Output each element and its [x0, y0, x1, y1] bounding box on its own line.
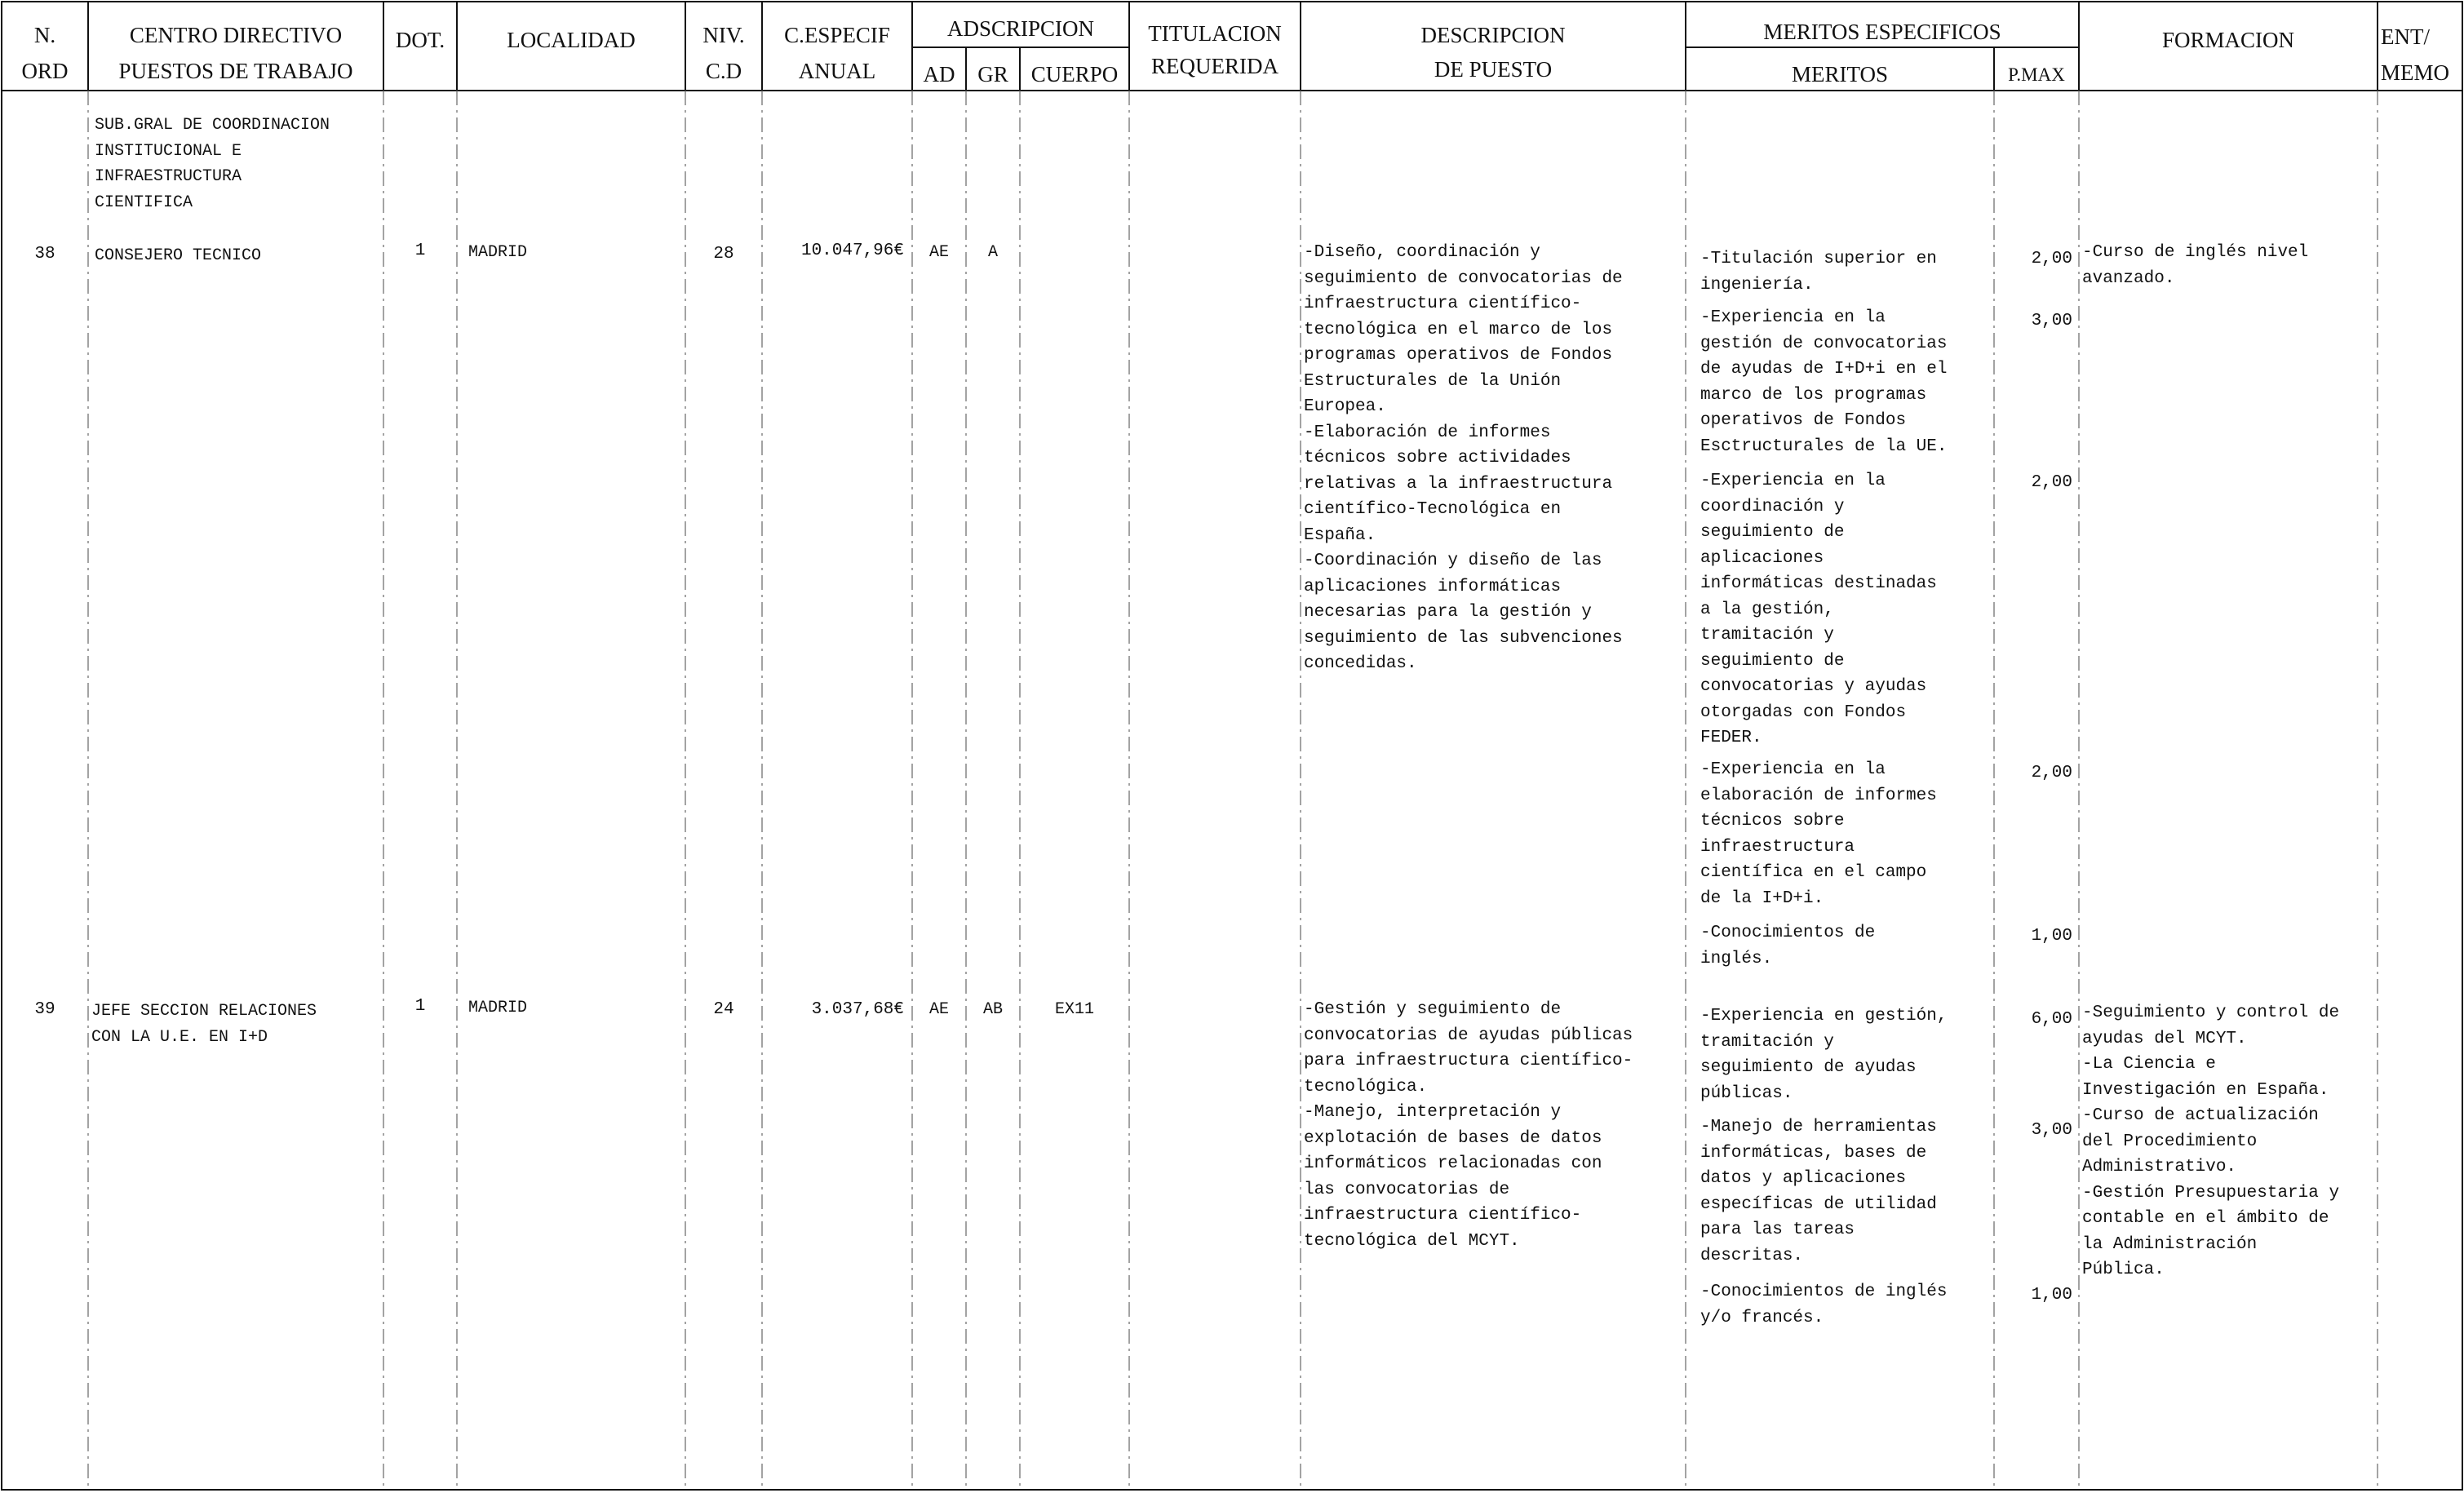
- row-39-nord: 39: [34, 1000, 55, 1019]
- row-38-pmax-1: 2,00: [2031, 250, 2072, 268]
- row-38-dot: 1: [414, 241, 426, 260]
- row-38-merito-1: -Titulación superior en ingeniería.: [1700, 250, 1937, 295]
- row-39-cespecif: 3.037,68€: [811, 1000, 904, 1019]
- header-nord-1: N.: [33, 23, 56, 47]
- header-gr: GR: [977, 62, 1008, 86]
- row-38-merito-4: -Experiencia en la elaboración de informes técnicos sobre infraestructura científica en el campo de la I+D+i.: [1700, 760, 1937, 908]
- header-centro-directivo: CENTRO DIRECTIVO: [129, 23, 343, 47]
- row-39-pmax-2: 3,00: [2031, 1121, 2072, 1140]
- row-38-pmax-2: 3,00: [2031, 312, 2072, 330]
- row-39-dot: 1: [414, 997, 426, 1016]
- row-38-merito-2: -Experiencia en la gestión de convocatorias de ayudas de I+D+i en el marco de los programas operativos de Fondos Esctructurales de la UE.: [1700, 308, 1948, 456]
- header-memo-2: MEMO: [2381, 60, 2450, 85]
- row-39-niv: 24: [713, 1000, 734, 1019]
- row-38-gr: A: [987, 243, 998, 262]
- row-38-ad: AE: [928, 243, 949, 262]
- header-cuerpo: CUERPO: [1030, 62, 1119, 86]
- header-meritos: MERITOS: [1791, 62, 1889, 86]
- row-39-merito-2: -Manejo de herramientas informáticas, bases de datos y aplicaciones específicas de utilidad para las tareas descritas.: [1700, 1118, 1937, 1265]
- row-38-merito-3: -Experiencia en la coordinación y seguimiento de aplicaciones informáticas destinadas a la gestión, tramitación y seguimiento de convocatorias y ayudas otorgadas con Fondos FEDER.: [1700, 472, 1937, 747]
- header-cespecif-2: ANUAL: [798, 59, 876, 83]
- header-ad: AD: [923, 62, 955, 86]
- row-38-cespecif: 10.047,96€: [800, 241, 904, 260]
- header-localidad: LOCALIDAD: [507, 28, 636, 52]
- header-titulacion-2: REQUERIDA: [1151, 54, 1279, 78]
- header-ent-1: ENT/: [2381, 24, 2430, 49]
- row-38-pmax-5: 1,00: [2031, 927, 2072, 946]
- header-puestos-de-trabajo: PUESTOS DE TRABAJO: [118, 59, 353, 83]
- header-niv-2: C.D: [705, 59, 742, 83]
- row-38-merito-5: -Conocimientos de inglés.: [1700, 924, 1876, 968]
- row-39-pmax-3: 1,00: [2031, 1286, 2072, 1305]
- header-descripcion-1: DESCRIPCION: [1420, 23, 1566, 47]
- row-39-descripcion: -Gestión y seguimiento de convocatorias de ayudas públicas para infraestructura científico- tecnológica. -Manejo, interpretación y explotación de bases de datos informáticos relacionadas con las convocatorias de infraestructura científico- tecnológica del MCYT.: [1304, 1000, 1633, 1251]
- header-nord-2: ORD: [21, 59, 69, 83]
- row-39-merito-1: -Experiencia en gestión, tramitación y seguimiento de ayudas públicas.: [1700, 1007, 1948, 1103]
- header-niv-1: NIV.: [702, 23, 745, 47]
- header-meritos-especificos: MERITOS ESPECIFICOS: [1763, 20, 2001, 44]
- row-38-puesto: CONSEJERO TECNICO: [95, 246, 262, 265]
- row-39-localidad: MADRID: [468, 999, 528, 1017]
- header-titulacion-1: TITULACION: [1148, 21, 1282, 46]
- header-cespecif-1: C.ESPECIF: [784, 23, 890, 47]
- header-pmax: P.MAX: [2008, 64, 2065, 85]
- header-formacion: FORMACION: [2161, 28, 2295, 52]
- row-38-formacion: -Curso de inglés nivel avanzado.: [2082, 243, 2309, 288]
- row-38-nord: 38: [34, 245, 55, 264]
- row-39-merito-3: -Conocimientos de inglés y/o francés.: [1700, 1283, 1948, 1327]
- row-38-pmax-4: 2,00: [2031, 764, 2072, 782]
- row-39-pmax-1: 6,00: [2031, 1010, 2072, 1029]
- header-adscripcion: ADSCRIPCION: [946, 16, 1095, 41]
- header-dot: DOT.: [395, 28, 445, 52]
- row-38-descripcion: -Diseño, coordinación y seguimiento de convocatorias de infraestructura científico- tecnológica en el marco de los programas operativos de Fondos Estructurales de la Unión Europea. -Elaboración de informes técnicos sobre actividades relativas a la infraestructura científico-Tecnológica en España. -Coordinación y diseño de las aplicaciones informáticas necesarias para la gestión y seguimiento de las subvenciones concedidas.: [1304, 243, 1623, 673]
- row-39-cuerpo: EX11: [1054, 1000, 1094, 1019]
- row-38-niv: 28: [713, 245, 734, 264]
- row-38-localidad: MADRID: [468, 243, 528, 262]
- row-39-formacion: -Seguimiento y control de ayudas del MCYT. -La Ciencia e Investigación en España. -Curso de actualización del Procedimiento Administrativo. -Gestión Presupuestaria y contable en el ámbito de la Administración Pública.: [2082, 1003, 2340, 1279]
- row-38-pmax-3: 2,00: [2031, 473, 2072, 492]
- row-39-gr: AB: [982, 1000, 1003, 1019]
- section-title: SUB.GRAL DE COORDINACION INSTITUCIONAL E INFRAESTRUCTURA CIENTIFICA: [95, 116, 330, 212]
- row-39-puesto: JEFE SECCION RELACIONES CON LA U.E. EN I+D: [91, 1002, 317, 1047]
- header-descripcion-2: DE PUESTO: [1434, 57, 1553, 82]
- row-39-ad: AE: [928, 1000, 949, 1019]
